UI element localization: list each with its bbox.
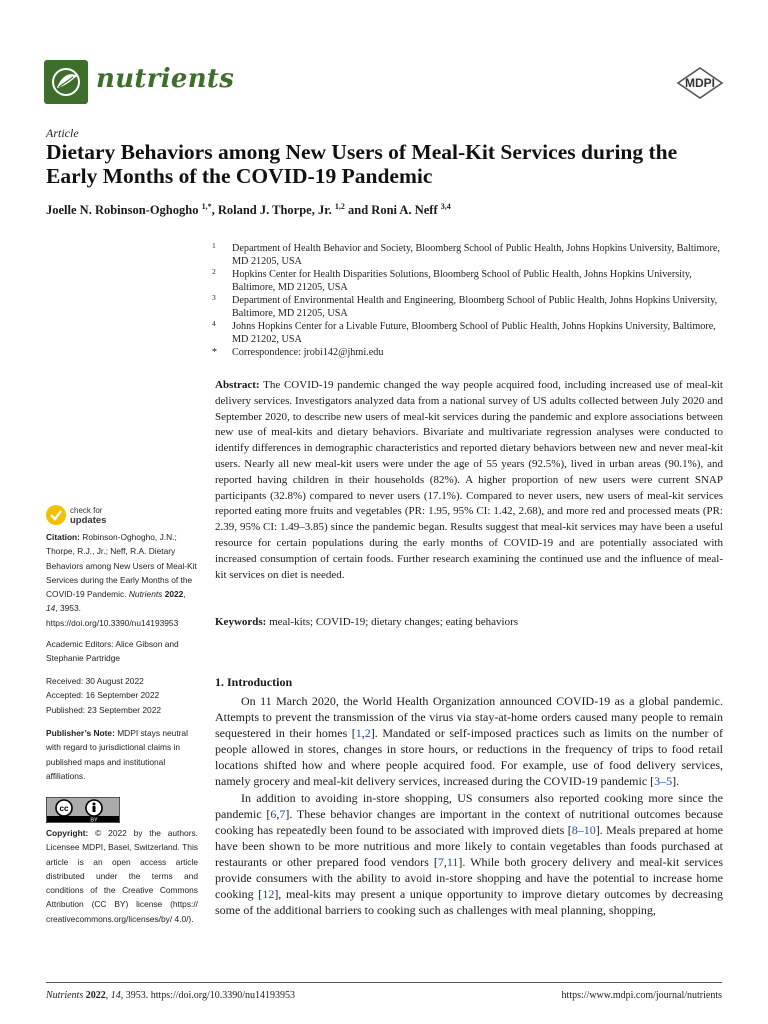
author-name: Roland J. Thorpe, Jr. — [217, 203, 332, 218]
check-updates-icon — [46, 505, 66, 525]
received-date: Received: 30 August 2022 — [46, 676, 144, 686]
journal-logo-icon — [44, 60, 88, 104]
paragraph-text: In addition to avoiding in-store shopping, US consumers also reported cooking more since the pandemic [ — [215, 790, 723, 821]
author-affiliation-sup: 1,* — [201, 202, 212, 211]
article-type: Article — [46, 126, 79, 140]
citation-link[interactable]: 7 — [279, 806, 286, 821]
dates-block — [46, 674, 198, 717]
citation-link[interactable]: 3–5 — [654, 774, 673, 789]
citation-volume: 14 — [46, 603, 56, 614]
paragraph-text: ]. Meals prepared at home have been shown to be more nutritious and more likely to contain vegetables than foods purchased at restaurants or other prepared food vendors [ — [215, 822, 723, 869]
svg-text:cc: cc — [59, 804, 69, 813]
journal-header — [44, 60, 724, 104]
affiliation-item — [212, 320, 722, 346]
paragraph-text: ]. Mandated or self-imposed practices such as limits on the number of people allowed in stores, changes in store hours, or reductions in the frequency of trips to food retail locations shifted how and where people acquired food. For example, use of food delivery services, namely grocery and meal-kit delivery services, increased during the COVID-19 pandemic [ — [215, 726, 723, 789]
author-separator: and — [348, 203, 369, 218]
affiliation-number: 3 — [212, 293, 216, 302]
introduction-body — [215, 693, 723, 918]
cc-by-label: BY — [90, 817, 98, 823]
citation-label: Citation: — [46, 532, 80, 542]
mdpi-logo — [676, 67, 724, 99]
paragraph-text: , — [443, 854, 447, 869]
citation-link[interactable]: 7 — [437, 854, 444, 869]
correspondence-item — [212, 346, 722, 359]
affiliation-item — [212, 268, 722, 294]
citation-link[interactable]: 6 — [270, 806, 277, 821]
footer-volume: 14 — [110, 990, 121, 1001]
cc-by-license-badge[interactable] — [46, 797, 120, 823]
paragraph-text: ]. — [672, 774, 680, 789]
footer-citation — [46, 990, 295, 1001]
keywords — [215, 615, 723, 631]
affiliation-text: Department of Environmental Health and Engineering, Bloomberg School of Public Health, Johns Hopkins University, Baltimore, MD 21205, USA — [232, 295, 718, 319]
affiliation-item — [212, 242, 722, 268]
affiliation-number: 1 — [212, 241, 216, 250]
footer-rule — [46, 982, 722, 983]
affiliation-text: Johns Hopkins Center for a Livable Future, Bloomberg School of Public Health, Johns Hopkins University, Baltimore, MD 21202, USA — [232, 321, 716, 345]
footer-journal-url[interactable]: https://www.mdpi.com/journal/nutrients — [561, 990, 722, 1001]
author-list — [46, 202, 451, 218]
paragraph-text: ]. While both grocery delivery and meal-kit services provide consumers with the ability to avoid in-store shopping and have the potential to increase home cooking [ — [215, 854, 723, 902]
citation-block — [46, 530, 198, 630]
section-heading: 1. Introduction — [215, 675, 293, 689]
article-title: Dietary Behaviors among New Users of Meal-Kit Services during the Early Months of the COVID-19 Pandemic — [46, 140, 678, 188]
citation-link[interactable]: 11 — [446, 854, 459, 869]
footer-doi[interactable]: , 3953. https://doi.org/10.3390/nu14193953 — [120, 990, 296, 1001]
affiliation-number: 4 — [212, 319, 216, 328]
publisher-name: MDPI — [685, 76, 715, 90]
journal-name: nutrients — [96, 64, 235, 94]
citation-link[interactable]: 8–10 — [571, 822, 596, 837]
author-name: Roni A. Neff — [371, 203, 438, 218]
citation-doi[interactable]: , 3953. https://doi.org/10.3390/nu14193953 — [46, 603, 179, 628]
citation-year: 2022 — [164, 589, 184, 600]
author-separator: , — [211, 203, 218, 218]
paragraph — [215, 790, 723, 919]
citation-sep: , — [183, 589, 186, 600]
abstract — [215, 378, 723, 583]
check-updates-line2: updates — [70, 514, 107, 526]
publisher-note — [46, 726, 198, 783]
check-updates-label — [70, 506, 106, 525]
keywords-text: meal-kits; COVID-19; dietary changes; eating behaviors — [269, 616, 519, 628]
paragraph-text: , — [276, 806, 280, 821]
academic-editors: Academic Editors: Alice Gibson and Stephanie Partridge — [46, 639, 179, 664]
footer-year: 2022 — [85, 990, 106, 1001]
keywords-label: Keywords: — [215, 616, 267, 628]
paragraph-text: On 11 March 2020, the World Health Organization announced COVID-19 as a global pandemic. Attempts to prevent the transmission of the virus via stay-at-home orders caused many people to remain sequestered in their homes [ — [215, 694, 723, 741]
copyright-block — [46, 826, 198, 926]
citation-journal: Nutrients — [128, 589, 163, 600]
author-affiliation-sup: 3,4 — [440, 202, 451, 211]
affiliation-list — [212, 242, 722, 359]
affiliation-text: Hopkins Center for Health Disparities Solutions, Bloomberg School of Public Health, Johns Hopkins University, Baltimore, MD 21205, USA — [232, 269, 692, 293]
citation-link[interactable]: 2 — [364, 726, 371, 741]
citation-link[interactable]: 1 — [355, 726, 362, 741]
citation-text: Robinson-Oghogho, J.N.; Thorpe, R.J., Jr.; Neff, R.A. Dietary Behaviors among New Users of Meal-Kit Services during the Early Months of the COVID-19 Pandemic. — [46, 532, 197, 600]
footer-journal: Nutrients — [46, 990, 84, 1001]
copyright-text: © 2022 by the authors. Licensee MDPI, Basel, Switzerland. This article is an open access article distributed under the terms and conditions of the Creative Commons Attribution (CC BY) license (https:// creativecommons.org/licenses/by/ 4.0/). — [46, 828, 199, 924]
publisher-note-text: MDPI stays neutral with regard to jurisdictional claims in published maps and institutional affiliations. — [46, 728, 188, 781]
check-updates-line1: check for — [70, 506, 103, 515]
paragraph-text: , — [361, 726, 365, 741]
correspondence-star: * — [212, 347, 217, 358]
accepted-date: Accepted: 16 September 2022 — [46, 690, 160, 701]
publisher-note-label: Publisher’s Note: — [46, 728, 115, 738]
paragraph — [215, 693, 723, 790]
published-date: Published: 23 September 2022 — [46, 704, 162, 715]
affiliation-number: 2 — [212, 267, 216, 276]
citation-link[interactable]: 12 — [262, 887, 275, 902]
paragraph-text: ]. These behavior changes are important in the context of nutritional outcomes because cooking has repeatedly been found to be associated with improved diets [ — [215, 806, 723, 837]
copyright-label: Copyright: — [46, 828, 89, 838]
abstract-label: Abstract: — [215, 379, 260, 391]
author-name: Joelle N. Robinson-Oghogho — [46, 203, 199, 218]
affiliation-item — [212, 294, 722, 320]
author-affiliation-sup: 1,2 — [334, 202, 345, 211]
footer-sep: , — [105, 990, 111, 1001]
abstract-text: The COVID-19 pandemic changed the way people acquired food, including increased use of meal-kit delivery services. Investigators analyzed data from a national survey of US adults collected between July 2020 and September 2020, to describe new users of meal-kit services during the pandemic and explore associations between new use of meal-kits and dietary behaviors. Bivariate and multivariate regression analyses were conducted to identify differences in demographic characteristics and reported dietary behaviors between new and never meal-kit users. Nearly all new meal-kit users were under the age of 55 years (92.5%), lived in urban areas (90.1%), and reported having children in their households (82%). A higher proportion of new users were current SNAP participants (32.8%) compared to never users (17.1%). Compared to never users, new users of meal-kit services reported eating more fruits and vegetables (PR: 1.95, 95% CI: 1.42, 2.68), and more red and processed meats (PR: 2.39, 95% CI: 1.49–3.85) since the pandemic began. Results suggest that meal-kit services may have been a useful resource for certain populations during the early months of COVID-19 and are potentially associated with increased consumption of certain foods. Further research examining the continued use and the influence of meal-kit services on diet is needed. — [215, 379, 723, 581]
affiliation-text: Department of Health Behavior and Society, Bloomberg School of Public Health, Johns Hopkins University, Baltimore, MD 21205, USA — [232, 243, 720, 267]
check-for-updates-button[interactable] — [46, 504, 126, 526]
correspondence-text: Correspondence: jrobi142@jhmi.edu — [232, 347, 384, 358]
paragraph-text: ], meal-kits may present a unique opportunity to improve dietary outcomes by decreasing some of the additional barriers to cooking such as challenges with meal planning, shopping, — [215, 887, 723, 918]
page-footer — [46, 990, 722, 1004]
